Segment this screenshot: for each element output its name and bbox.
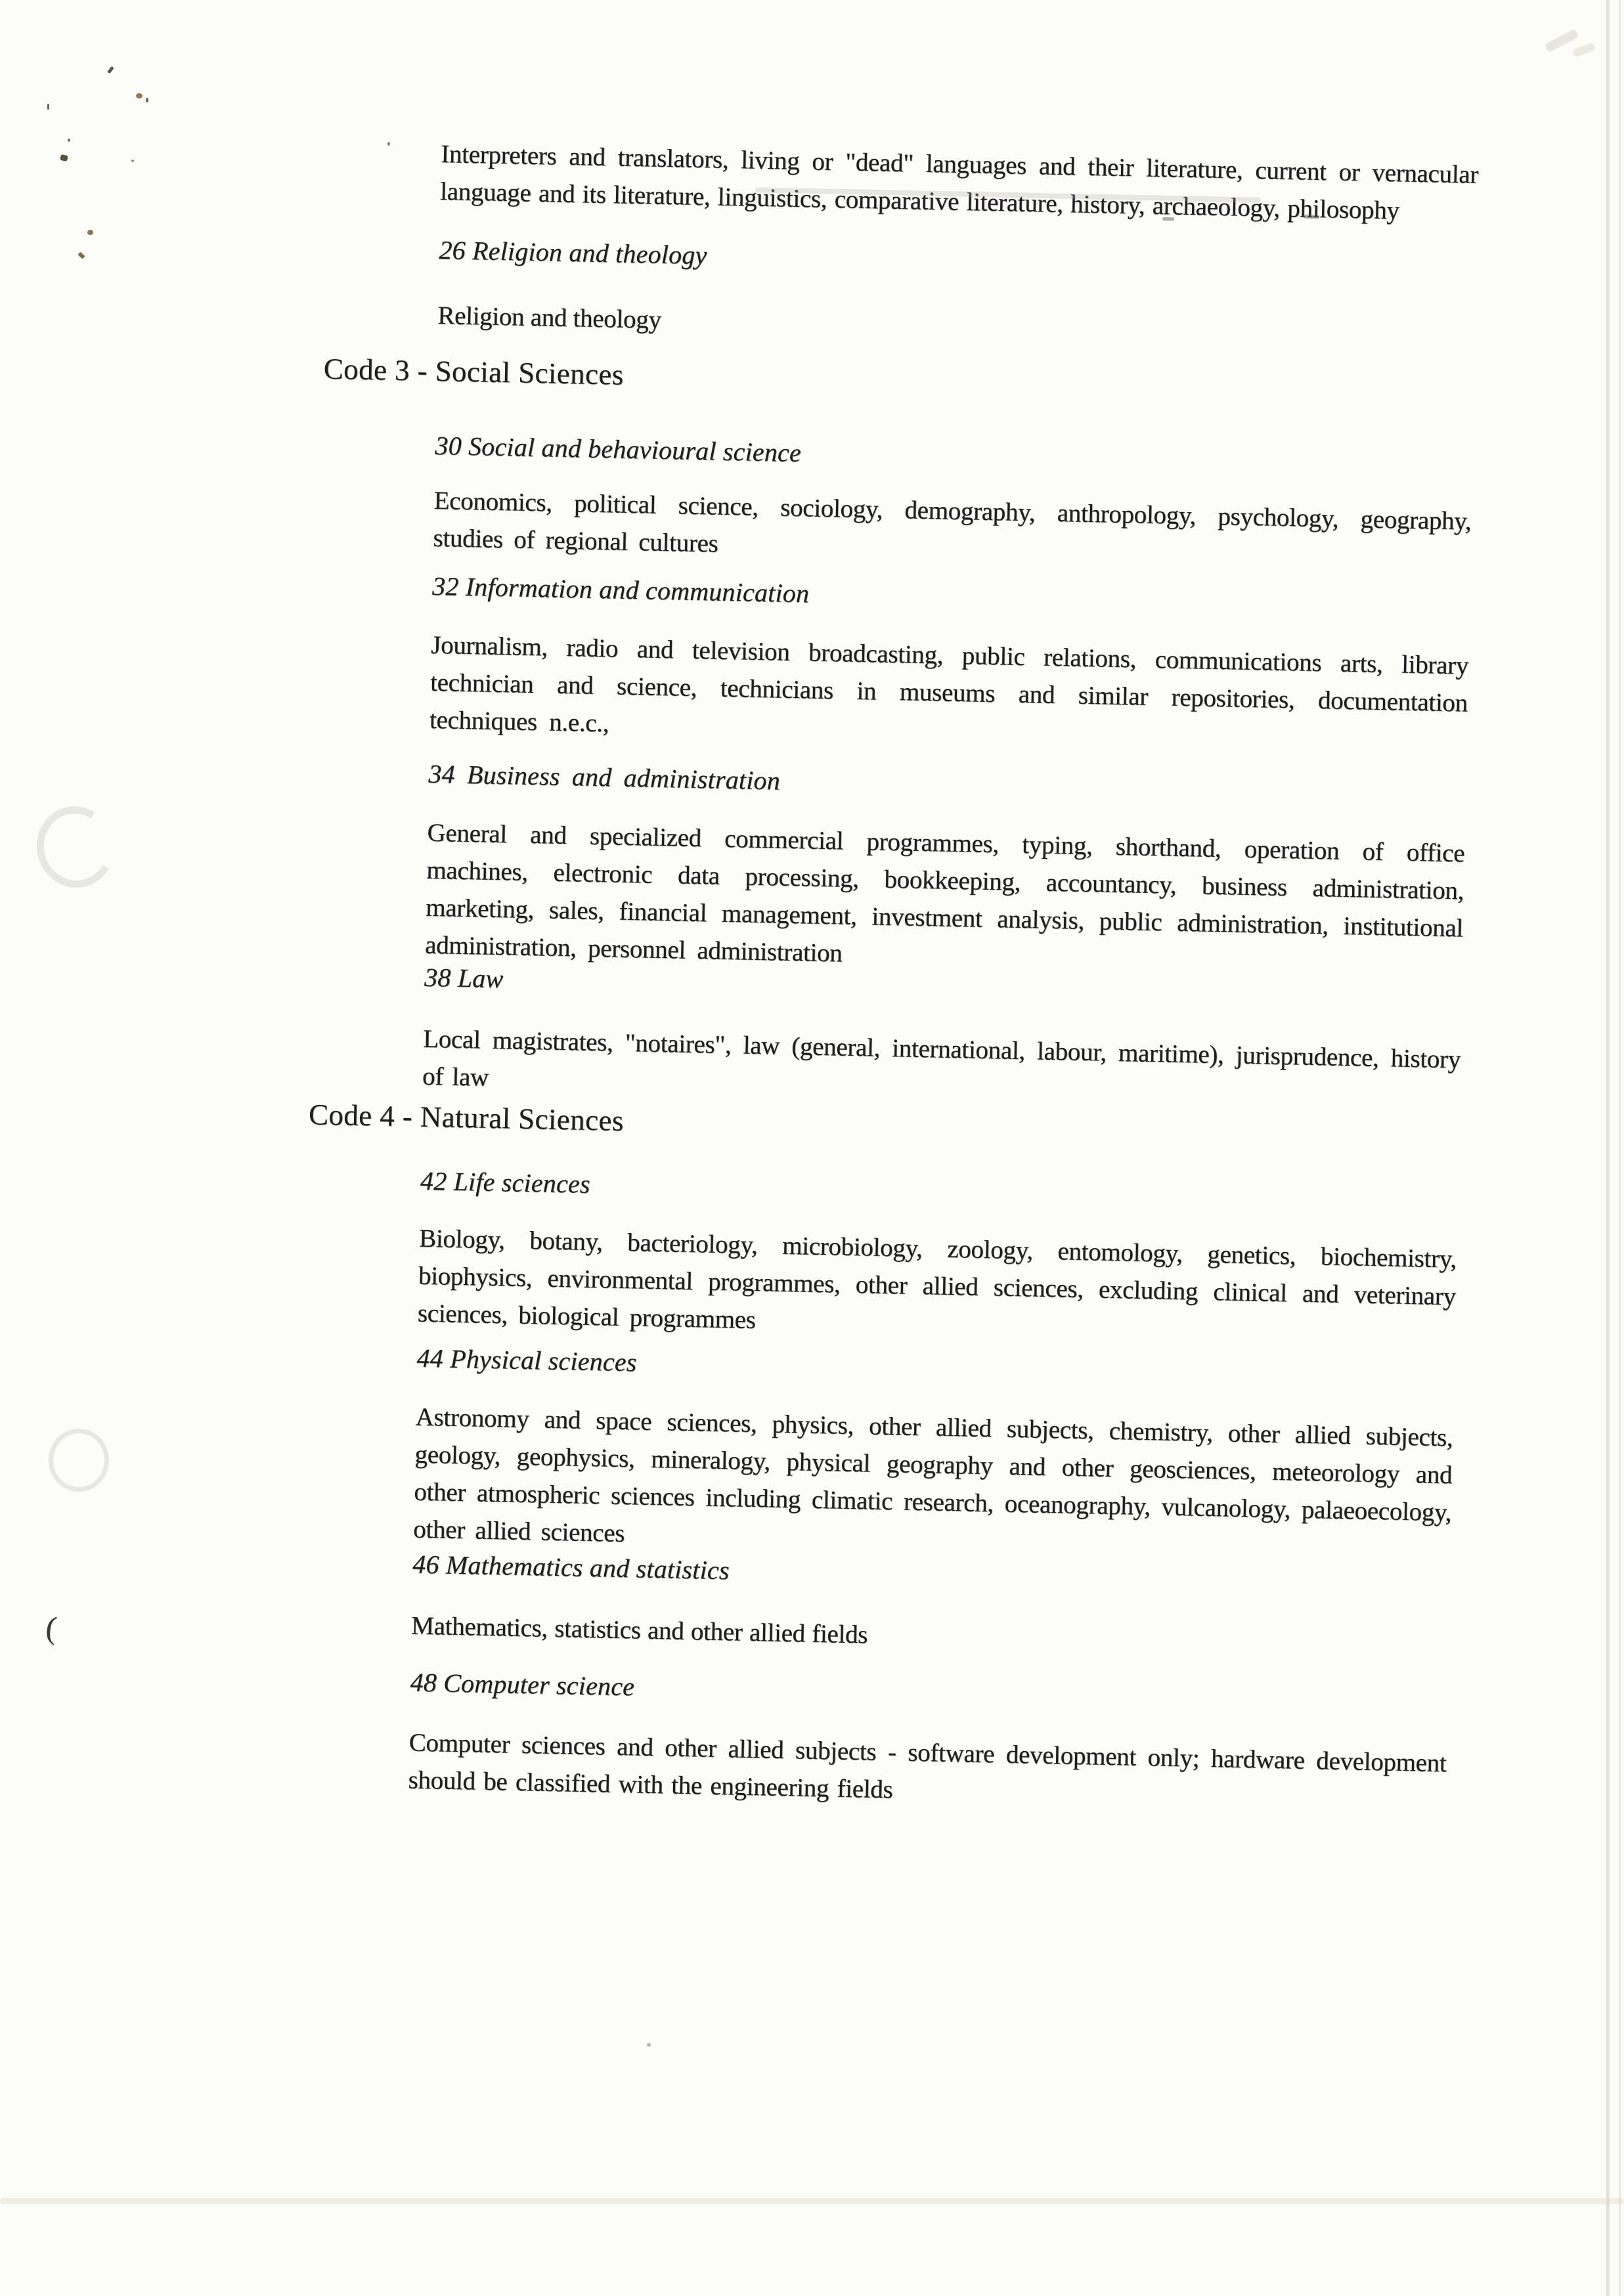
subheading-38-law: 38 Law [424,962,504,994]
paragraph-life-sciences: Biology, botany, bacteriology, microbiology, zoology, entomology, genetics, biochemistry, biophysics, environmental programmes, other allied sciences, excluding clinical and veterinary sciences, biological programmes [417,1224,1457,1334]
toner-dash [1162,217,1174,221]
corner-smudge [1572,43,1596,58]
subheading-26-religion-theology: 26 Religion and theology [439,234,707,271]
scan-edge-line [1619,0,1621,2296]
dust-speck [136,93,143,98]
margin-smudge [49,1429,109,1492]
heading-code-4-natural-sciences: Code 4 - Natural Sciences [308,1098,625,1137]
dust-speck [87,230,93,235]
paragraph-religion-theology: Religion and theology [437,301,662,334]
bottom-scan-streak [0,2198,1624,2204]
subheading-42-life-sciences: 42 Life sciences [420,1165,591,1199]
dust-speck [647,2043,651,2047]
subheading-44-physical-sciences: 44 Physical sciences [416,1343,638,1377]
paragraph-business-admin: General and specialized commercial programmes, typing, shorthand, operation of office machines, electronic data processing, bookkeeping, accountancy, business administration, marketing, sales, financial management, investment analysis, public administration, institutional administration, personnel administration [424,818,1465,968]
page-text-content [308,135,1479,1876]
dust-speck [68,139,70,142]
paragraph-mathematics-stats: Mathematics, statistics and other allied fields [410,1611,868,1649]
paragraph-information-comm: Journalism, radio and television broadcasting, public relations, communications arts, library technician and science, technicians in museums and similar repositories, documentation techniques n.e.c., [429,630,1469,738]
dust-speck [107,66,114,74]
dust-speck [47,104,49,110]
dust-speck [60,154,68,162]
toner-dash [1304,215,1319,219]
subheading-46-mathematics-stats: 46 Mathematics and statistics [412,1549,730,1586]
subheading-48-computer-science: 48 Computer science [410,1667,635,1702]
subheading-32-information-comm: 32 Information and communication [431,571,810,609]
paragraph-languages-detail: Interpreters and translators, living or "dead" languages and their literature, current or vernacular language and its literature, linguistics, comparative literature, history, archaeology, philosophy [439,139,1479,225]
heading-code-3-social-sciences: Code 3 - Social Sciences [323,352,625,391]
paragraph-law: Local magistrates, "notaires", law (general, international, labour, maritime), jurisprudence, history of law [422,1024,1461,1092]
margin-pen-mark: ( [44,1610,58,1646]
paragraph-computer-science: Computer sciences and other allied subjects - software development only; hardware development should be classified with the engineering fields [408,1728,1447,1804]
subheading-30-social-behavioural: 30 Social and behavioural science [435,430,802,468]
subheading-34-business-admin: 34 Business and administration [428,758,781,796]
dust-speck [387,142,390,146]
dust-speck [146,98,148,102]
paragraph-social-behavioural: Economics, political science, sociology, demography, anthropology, psychology, geography, studies of regional cultures [433,486,1472,558]
dust-speck [77,251,85,259]
paragraph-physical-sciences: Astronomy and space sciences, physics, other allied subjects, chemistry, other allied subjects, geology, geophysics, mineralogy, physical geography and other geosciences, meteorology and other atmospheric sciences including climatic research, oceanography, vulcanology, palaeoecology, other allied sciences [412,1402,1453,1548]
dust-speck [131,160,134,162]
margin-smudge [28,798,123,896]
scan-edge-line [1606,0,1610,2296]
